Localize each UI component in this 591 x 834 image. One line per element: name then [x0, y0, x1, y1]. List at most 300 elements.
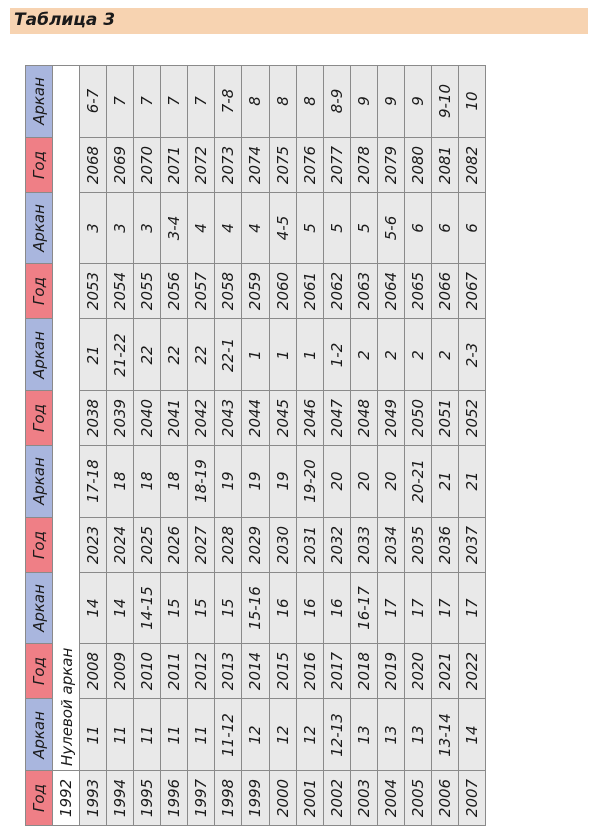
year-cell-text: 2047 — [327, 398, 346, 438]
year-cell-text: 2025 — [138, 525, 157, 564]
arcana-cell — [458, 698, 486, 771]
year-cell — [160, 390, 188, 446]
year-cell-text: 2039 — [111, 398, 130, 438]
year-cell — [323, 390, 351, 446]
year-cell — [106, 263, 134, 319]
arcana-cell — [404, 445, 432, 518]
year-cell-text: 2030 — [273, 525, 292, 564]
year-cell-text: 2027 — [192, 525, 211, 564]
arcana-cell — [431, 445, 459, 518]
arcana-cell — [133, 318, 161, 391]
year-cell — [106, 770, 134, 826]
year-cell — [350, 643, 378, 699]
year-cell-text: 2053 — [84, 272, 103, 311]
arcana-cell — [214, 318, 242, 391]
arcana-cell — [241, 445, 269, 518]
arcana-cell-text: 7 — [192, 96, 211, 107]
year-cell-text: 2074 — [246, 145, 265, 184]
year-cell — [133, 770, 161, 826]
year-cell — [377, 770, 405, 826]
year-cell — [269, 770, 297, 826]
year-cell — [377, 517, 405, 573]
year-cell-text: 2000 — [273, 778, 292, 818]
year-cell-text: 1992 — [57, 778, 76, 818]
year-cell-text: 2046 — [300, 398, 319, 438]
arcana-cell-text: 13 — [381, 725, 400, 745]
arcana-cell-text: 8 — [273, 96, 292, 107]
year-cell — [269, 263, 297, 319]
year-cell-text: 2037 — [462, 525, 481, 564]
arcana-cell — [133, 698, 161, 771]
arcana-cell — [377, 572, 405, 645]
arcana-cell-text: 10 — [462, 91, 481, 111]
arcana-cell-text: 4 — [192, 223, 211, 233]
header-cell-text: Аркан — [30, 584, 49, 632]
arcana-cell — [323, 65, 351, 138]
year-cell — [404, 390, 432, 446]
year-cell — [214, 643, 242, 699]
arcana-cell-text: 21-22 — [111, 332, 130, 377]
year-cell-text: 2061 — [300, 272, 319, 311]
year-cell — [241, 517, 269, 573]
year-cell — [323, 643, 351, 699]
arcana-cell-text: 18 — [138, 471, 157, 491]
year-cell-text: 2062 — [327, 272, 346, 311]
year-cell — [350, 517, 378, 573]
year-cell-text: 1997 — [192, 778, 211, 818]
arcana-cell-text: 14-15 — [138, 586, 157, 630]
arcana-cell — [350, 445, 378, 518]
year-cell — [431, 517, 459, 573]
arcana-cell-text: 7 — [138, 96, 157, 107]
year-cell-text: 2049 — [381, 398, 400, 438]
arcana-cell — [106, 65, 134, 138]
year-cell — [296, 643, 324, 699]
year-cell-text: 2082 — [462, 145, 481, 184]
arcana-cell — [214, 65, 242, 138]
year-cell — [350, 137, 378, 193]
year-cell-text: 2031 — [300, 525, 319, 564]
arcana-cell-text: 22-1 — [219, 337, 238, 372]
arcana-cell-text: 21 — [84, 345, 103, 365]
year-cell-text: 2064 — [381, 272, 400, 311]
year-cell — [404, 643, 432, 699]
year-cell-text: 2034 — [381, 525, 400, 564]
arcana-cell — [350, 698, 378, 771]
year-cell — [458, 770, 486, 826]
arcana-cell — [404, 65, 432, 138]
arcana-cell — [431, 572, 459, 645]
arcana-cell — [187, 318, 215, 391]
arcana-cell-text: 1 — [246, 349, 265, 360]
year-cell-text: 2044 — [246, 398, 265, 438]
arcana-cell — [323, 445, 351, 518]
arcana-cell-text: 5 — [327, 223, 346, 233]
year-cell — [323, 770, 351, 826]
arcana-cell-text: 2 — [354, 349, 373, 360]
year-cell — [404, 770, 432, 826]
year-cell — [214, 517, 242, 573]
arcana-cell-text: 15 — [219, 598, 238, 618]
arcana-cell-text: 4 — [246, 223, 265, 233]
year-cell-text: 2042 — [192, 398, 211, 438]
year-cell — [79, 517, 107, 573]
arcana-cell — [296, 572, 324, 645]
year-cell — [187, 517, 215, 573]
year-cell — [296, 137, 324, 193]
arcana-cell — [214, 445, 242, 518]
arcana-cell-text: 20 — [354, 471, 373, 491]
year-cell — [79, 137, 107, 193]
arcana-cell-text: 7-8 — [219, 89, 238, 114]
year-cell — [431, 770, 459, 826]
arcana-cell — [241, 318, 269, 391]
year-cell-text: 2020 — [408, 652, 427, 691]
year-cell — [241, 643, 269, 699]
arcana-cell — [377, 318, 405, 391]
arcana-cell-text: 6 — [408, 223, 427, 233]
year-cell-text: 2054 — [111, 272, 130, 311]
year-cell — [214, 263, 242, 319]
arcana-cell — [377, 445, 405, 518]
title-bar — [10, 8, 588, 34]
year-cell-text: 2011 — [165, 652, 184, 691]
arcana-cell-text: 5-6 — [381, 215, 400, 241]
arcana-cell-text: 18-19 — [192, 459, 211, 504]
arcana-cell-text: 4 — [219, 223, 238, 233]
arcana-cell — [350, 65, 378, 138]
year-cell-text: 2077 — [327, 145, 346, 184]
arcana-cell-text: 21 — [462, 471, 481, 491]
arcana-cell-text: 11 — [192, 725, 211, 745]
arcana-cell-text: 3 — [138, 223, 157, 233]
year-cell — [431, 643, 459, 699]
header-cell — [25, 192, 53, 265]
arcana-cell — [133, 65, 161, 138]
arcana-cell-text: 1-2 — [327, 342, 346, 367]
header-cell — [25, 263, 53, 319]
arcana-cell-text: 14 — [111, 598, 130, 618]
year-cell — [187, 263, 215, 319]
header-cell-text: Год — [30, 277, 49, 306]
arcana-cell-text: 6-7 — [84, 89, 103, 114]
year-cell-text: 2075 — [273, 145, 292, 184]
arcana-cell-text: 6 — [462, 223, 481, 233]
year-cell — [187, 390, 215, 446]
arcana-cell-text: 9 — [381, 96, 400, 107]
arcana-cell — [431, 192, 459, 265]
year-cell-text: 2010 — [138, 652, 157, 691]
year-cell — [79, 770, 107, 826]
year-cell-text: 2016 — [300, 652, 319, 691]
year-cell — [323, 517, 351, 573]
arcana-cell — [133, 572, 161, 645]
year-cell-text: 2070 — [138, 145, 157, 184]
header-cell — [25, 643, 53, 699]
header-cell-text: Аркан — [30, 710, 49, 759]
year-cell-text: 2001 — [300, 778, 319, 818]
arcana-cell-text: 9 — [408, 96, 427, 107]
year-cell — [241, 137, 269, 193]
arcana-cell-text: 9-10 — [435, 84, 454, 119]
arcana-cell-text: 8 — [246, 96, 265, 107]
year-cell-text: 2069 — [111, 145, 130, 184]
arcana-cell-text: 17 — [462, 598, 481, 618]
year-cell — [187, 643, 215, 699]
year-cell-text: 1995 — [138, 778, 157, 818]
year-cell — [160, 517, 188, 573]
arcana-cell-text: 22 — [192, 345, 211, 365]
year-cell-text: 2060 — [273, 272, 292, 311]
arcana-cell — [214, 572, 242, 645]
year-cell-text: 2052 — [462, 398, 481, 438]
arcana-cell-text: 17 — [435, 598, 454, 618]
arcana-cell — [377, 192, 405, 265]
arcana-cell-text: 16 — [327, 598, 346, 618]
arcana-cell — [269, 572, 297, 645]
arcana-cell-text: 12-13 — [327, 712, 346, 757]
arcana-cell-text: 5 — [354, 223, 373, 233]
arcana-cell — [350, 572, 378, 645]
year-cell — [52, 770, 80, 826]
header-cell — [25, 770, 53, 826]
year-cell-text: 2073 — [219, 145, 238, 184]
arcana-cell — [269, 698, 297, 771]
arcana-cell — [269, 192, 297, 265]
arcana-cell-text: 4-5 — [273, 215, 292, 241]
year-cell — [79, 643, 107, 699]
arcana-cell — [106, 318, 134, 391]
arcana-cell — [323, 698, 351, 771]
arcana-cell — [269, 65, 297, 138]
page-title: Таблица 3 — [14, 10, 116, 30]
year-cell-text: 2063 — [354, 272, 373, 311]
arcana-cell-text: 5 — [300, 223, 319, 233]
header-cell-text: Аркан — [30, 457, 49, 506]
arcana-cell-text: 15 — [192, 598, 211, 618]
arcana-cell — [241, 65, 269, 138]
year-cell — [296, 263, 324, 319]
arcana-cell-text: 2 — [408, 349, 427, 360]
arcana-cell-text: 17 — [408, 598, 427, 618]
arcana-cell — [160, 318, 188, 391]
year-cell-text: 2007 — [462, 778, 481, 818]
year-cell-text: 2019 — [381, 652, 400, 691]
year-cell-text: 1996 — [165, 778, 184, 818]
year-cell-text: 2079 — [381, 145, 400, 184]
arcana-cell-text: 7 — [111, 96, 130, 107]
header-cell — [25, 517, 53, 573]
year-cell-text: 2009 — [111, 652, 130, 691]
year-cell-text: 2078 — [354, 145, 373, 184]
year-cell — [241, 770, 269, 826]
year-cell-text: 1998 — [219, 778, 238, 818]
year-cell — [296, 517, 324, 573]
arcana-cell — [79, 192, 107, 265]
arcana-cell-text: 11 — [111, 725, 130, 745]
year-cell-text: 2035 — [408, 525, 427, 564]
arcana-cell — [431, 698, 459, 771]
arcana-cell-text: 12 — [246, 725, 265, 745]
arcana-cell — [431, 65, 459, 138]
arcana-cell — [160, 572, 188, 645]
arcana-cell-text: 13 — [354, 725, 373, 745]
arcana-cell-text: 16-17 — [354, 586, 373, 630]
year-cell — [269, 643, 297, 699]
year-cell — [431, 390, 459, 446]
year-cell — [106, 643, 134, 699]
year-cell — [350, 263, 378, 319]
year-cell-text: 2033 — [354, 525, 373, 564]
year-cell-text: 2041 — [165, 398, 184, 438]
arcana-cell-text: 11 — [165, 725, 184, 745]
arcana-cell — [160, 698, 188, 771]
header-cell-text: Аркан — [30, 330, 49, 379]
year-cell-text: 2003 — [354, 778, 373, 818]
arcana-cell-text: 18 — [111, 471, 130, 491]
year-cell — [79, 263, 107, 319]
header-cell — [25, 65, 53, 138]
year-cell — [323, 137, 351, 193]
year-cell — [404, 137, 432, 193]
arcana-cell — [458, 318, 486, 391]
year-cell-text: 2057 — [192, 272, 211, 311]
year-cell-text: 2072 — [192, 145, 211, 184]
year-cell — [458, 263, 486, 319]
arcana-cell-text: 22 — [165, 345, 184, 365]
year-cell-text: 2028 — [219, 525, 238, 564]
year-cell-text: 2068 — [84, 145, 103, 184]
year-cell — [133, 263, 161, 319]
arcana-cell — [323, 572, 351, 645]
arcana-cell-text: 20 — [327, 471, 346, 491]
arcana-cell-text: 15 — [165, 598, 184, 618]
arcana-cell-text: 12 — [300, 725, 319, 745]
arcana-cell — [214, 192, 242, 265]
year-cell-text: 2015 — [273, 652, 292, 691]
arcana-cell-text: 11 — [84, 725, 103, 745]
arcana-table — [25, 65, 485, 825]
zero-arcana-cell-text: Нулевой аркан — [57, 647, 76, 766]
year-cell-text: 2005 — [408, 778, 427, 818]
year-cell-text: 2071 — [165, 145, 184, 184]
year-cell — [79, 390, 107, 446]
arcana-cell — [160, 65, 188, 138]
arcana-cell — [296, 192, 324, 265]
arcana-cell — [323, 192, 351, 265]
year-cell — [350, 390, 378, 446]
year-cell — [404, 517, 432, 573]
arcana-cell — [458, 65, 486, 138]
year-cell-text: 2081 — [435, 145, 454, 184]
year-cell-text: 2048 — [354, 398, 373, 438]
arcana-cell — [106, 445, 134, 518]
year-cell — [241, 263, 269, 319]
year-cell — [106, 517, 134, 573]
arcana-cell-text: 20-21 — [408, 459, 427, 504]
header-cell — [25, 318, 53, 391]
arcana-cell — [214, 698, 242, 771]
arcana-cell-text: 7 — [165, 96, 184, 107]
year-cell — [377, 643, 405, 699]
year-cell-text: 2032 — [327, 525, 346, 564]
year-cell-text: 2067 — [462, 272, 481, 311]
header-cell — [25, 137, 53, 193]
year-cell — [133, 390, 161, 446]
arcana-cell-text: 1 — [300, 349, 319, 360]
year-cell — [187, 137, 215, 193]
arcana-cell — [79, 318, 107, 391]
arcana-cell — [296, 445, 324, 518]
arcana-cell — [241, 192, 269, 265]
arcana-cell-text: 8 — [300, 96, 319, 107]
header-cell-text: Год — [30, 404, 49, 432]
year-cell-text: 2013 — [219, 652, 238, 691]
arcana-cell-text: 11 — [138, 725, 157, 745]
arcana-cell — [79, 698, 107, 771]
arcana-cell — [133, 445, 161, 518]
arcana-cell — [79, 572, 107, 645]
year-cell — [323, 263, 351, 319]
arcana-cell — [79, 445, 107, 518]
year-cell — [187, 770, 215, 826]
year-cell — [214, 137, 242, 193]
year-cell — [133, 517, 161, 573]
arcana-cell — [377, 698, 405, 771]
arcana-cell — [269, 445, 297, 518]
arcana-cell-text: 19 — [246, 471, 265, 491]
year-cell — [269, 137, 297, 193]
year-cell-text: 2012 — [192, 652, 211, 691]
arcana-cell — [269, 318, 297, 391]
arcana-cell-text: 19 — [273, 471, 292, 491]
year-cell — [458, 643, 486, 699]
arcana-cell-text: 9 — [354, 96, 373, 107]
year-cell-text: 2040 — [138, 398, 157, 438]
year-cell — [160, 770, 188, 826]
year-cell-text: 2051 — [435, 398, 454, 438]
header-cell — [25, 390, 53, 446]
year-cell-text: 2036 — [435, 525, 454, 564]
arcana-cell-text: 22 — [138, 345, 157, 365]
arcana-cell-text: 15-16 — [246, 586, 265, 630]
year-cell-text: 2059 — [246, 272, 265, 311]
year-cell-text: 2022 — [462, 652, 481, 691]
arcana-cell-text: 11-12 — [219, 712, 238, 757]
year-cell-text: 2018 — [354, 652, 373, 691]
year-cell — [133, 643, 161, 699]
year-cell — [106, 390, 134, 446]
arcana-cell — [187, 572, 215, 645]
year-cell-text: 2014 — [246, 652, 265, 691]
header-cell-text: Аркан — [30, 204, 49, 252]
year-cell — [133, 137, 161, 193]
year-cell — [269, 517, 297, 573]
arcana-cell-text: 17-18 — [84, 459, 103, 504]
arcana-cell-text: 3 — [111, 223, 130, 233]
arcana-cell-text: 2 — [435, 349, 454, 360]
arcana-cell — [187, 698, 215, 771]
arcana-cell-text: 16 — [273, 598, 292, 618]
year-cell-text: 2076 — [300, 145, 319, 184]
year-cell-text: 1994 — [111, 778, 130, 818]
year-cell — [377, 263, 405, 319]
year-cell — [431, 263, 459, 319]
arcana-cell-text: 12 — [273, 725, 292, 745]
header-cell-text: Год — [30, 657, 49, 686]
arcana-cell-text: 17 — [381, 598, 400, 618]
year-cell — [404, 263, 432, 319]
